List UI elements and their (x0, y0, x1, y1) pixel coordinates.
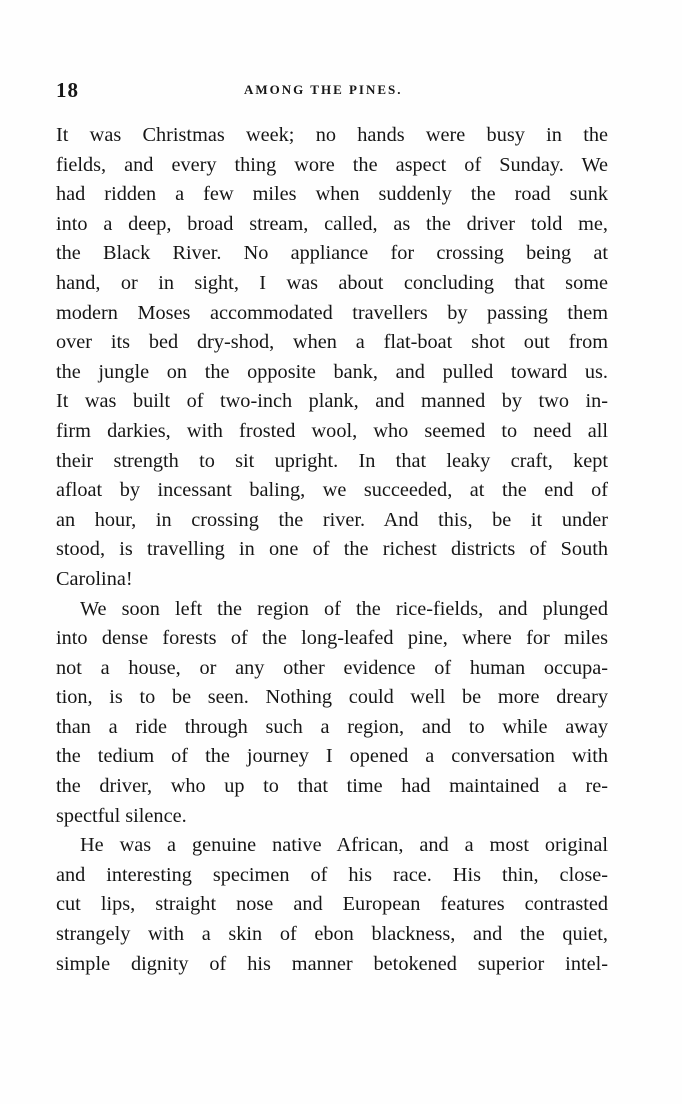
text-line: the Black River. No appliance for crossing being at (56, 242, 608, 265)
text-line: than a ride through such a region, and to while away (56, 715, 608, 738)
paragraph-3 (56, 831, 608, 979)
paragraph-2 (56, 595, 608, 832)
text-line: It was built of two-inch plank, and manned by two in- (56, 390, 608, 413)
running-head (56, 78, 608, 106)
text-line: into a deep, broad stream, called, as the driver told me, (56, 212, 608, 235)
text-line: hand, or in sight, I was about concluding that some (56, 271, 608, 294)
text-line: the jungle on the opposite bank, and pulled toward us. (56, 360, 608, 383)
text-line: their strength to sit upright. In that leaky craft, kept (56, 449, 608, 472)
text-line: He was a genuine native African, and a most original (80, 834, 608, 857)
body-text (56, 121, 608, 979)
page-number: 18 (56, 78, 79, 102)
text-line: into dense forests of the long-leafed pine, where for miles (56, 627, 608, 650)
text-line: afloat by incessant baling, we succeeded, at the end of (56, 479, 608, 502)
text-line: firm darkies, with frosted wool, who seemed to need all (56, 419, 608, 442)
text-line: the tedium of the journey I opened a conversation with (56, 745, 608, 768)
text-line: not a house, or any other evidence of human occupa- (56, 656, 608, 679)
text-line: cut lips, straight nose and European features contrasted (56, 893, 608, 916)
text-line: modern Moses accommodated travellers by passing them (56, 301, 608, 324)
text-line: Carolina! (56, 567, 133, 590)
text-line: It was Christmas week; no hands were busy in the (56, 124, 608, 146)
text-line: spectful silence. (56, 804, 187, 827)
paragraph-1 (56, 121, 608, 595)
text-line: strangely with a skin of ebon blackness, and the quiet, (56, 923, 608, 946)
text-line: stood, is travelling in one of the richest districts of South (56, 538, 608, 561)
text-line: over its bed dry-shod, when a flat-boat shot out from (56, 331, 608, 354)
text-line: fields, and every thing wore the aspect of Sunday. We (56, 153, 608, 176)
text-line: simple dignity of his manner betokened superior intel- (56, 952, 608, 975)
running-title: AMONG THE PINES. (244, 82, 403, 97)
text-line: and interesting specimen of his race. His thin, close- (56, 863, 608, 886)
text-line: an hour, in crossing the river. And this, be it under (56, 508, 608, 531)
text-line: the driver, who up to that time had maintained a re- (56, 775, 608, 798)
text-line: had ridden a few miles when suddenly the road sunk (56, 183, 608, 206)
text-line: tion, is to be seen. Nothing could well be more dreary (56, 686, 608, 709)
text-line: We soon left the region of the rice-fields, and plunged (80, 597, 608, 620)
